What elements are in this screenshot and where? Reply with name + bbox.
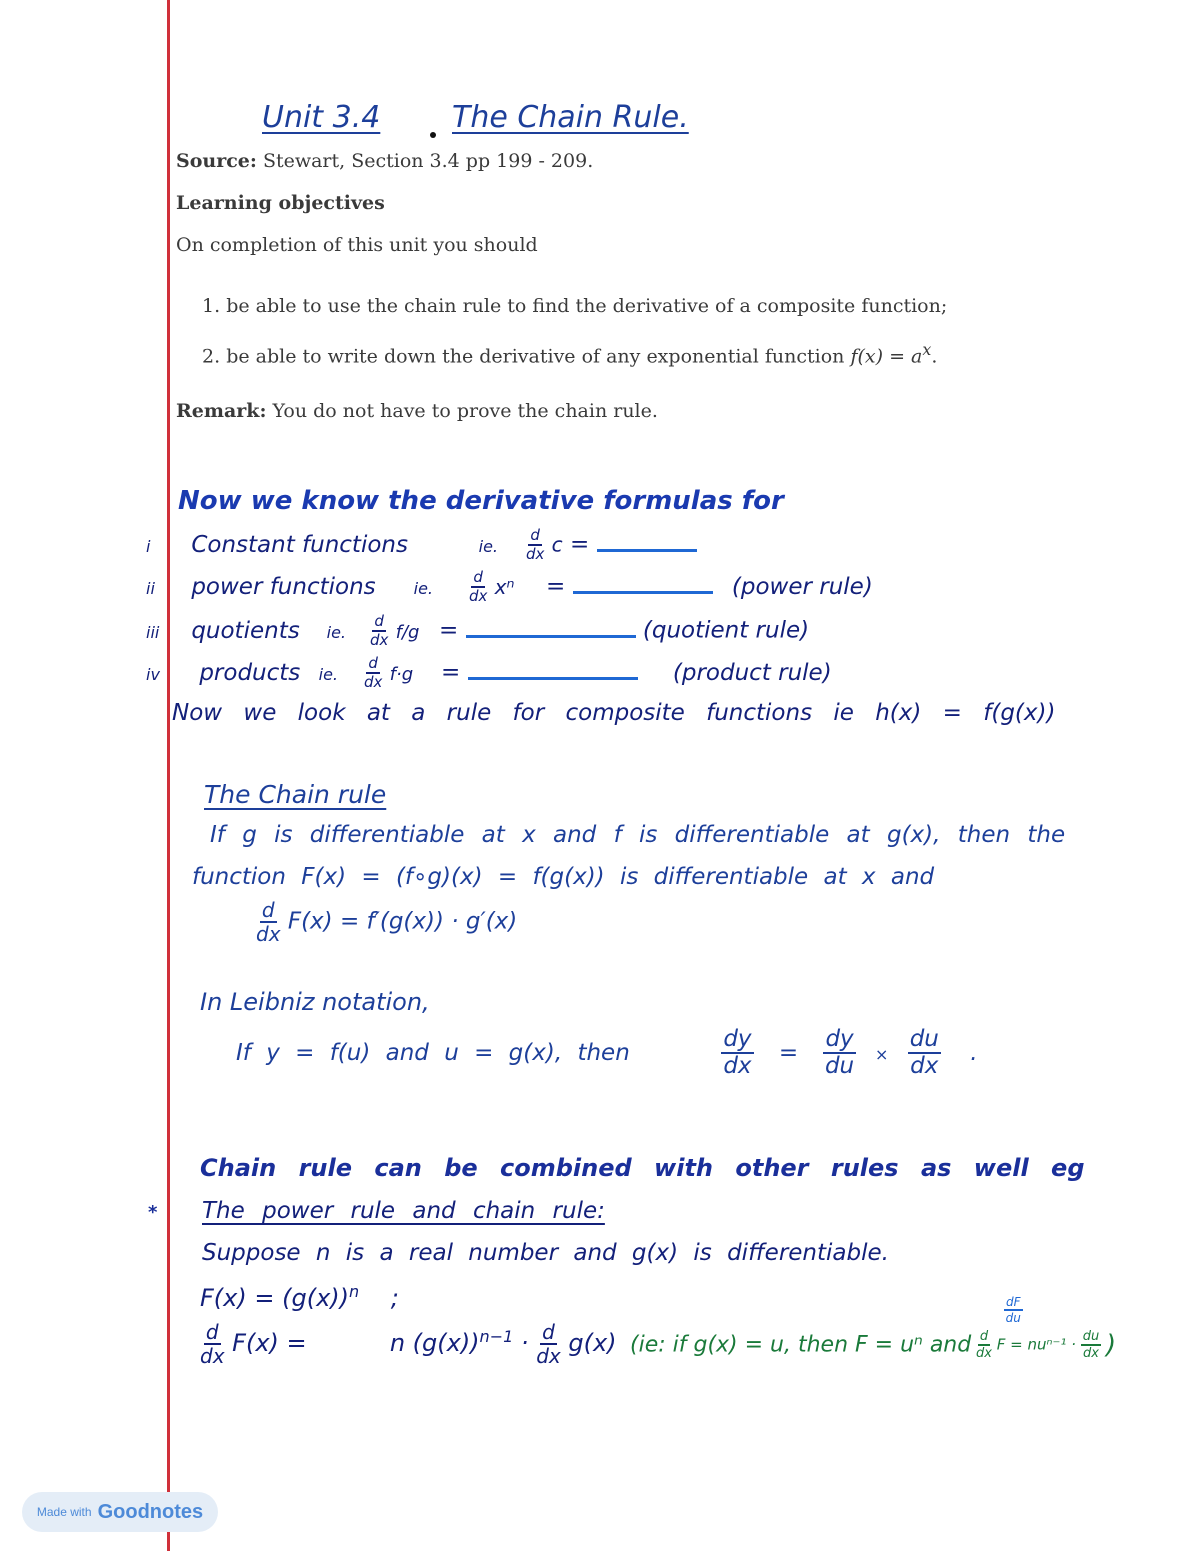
- margin-line: [167, 0, 170, 1551]
- source-label: Source:: [176, 150, 257, 172]
- quotient-rule-note: (quotient rule): [642, 617, 810, 644]
- remark-text: You do not have to prove the chain rule.: [272, 400, 658, 422]
- green-d-dx-fraction: $\frac{d}{dx}$: [976, 1329, 992, 1361]
- rule-marker: ii: [146, 578, 155, 598]
- unit-number: Unit 3.4: [262, 100, 381, 135]
- rule-marker: iii: [146, 622, 160, 642]
- derivative-fraction: $\frac{d}{dx}$: [468, 568, 488, 605]
- goodnotes-badge: [22, 1492, 218, 1532]
- badge-brand-text: Goodnotes: [97, 1500, 204, 1523]
- dy-du-fraction: $\frac{dy}{du}$: [824, 1026, 855, 1079]
- leibniz-formula: If y = f(u) and u = g(x), then $\frac{dy}{dx}$ = $\frac{dy}{du}$ × $\frac{du}{dx}$ .: [236, 1026, 978, 1079]
- remark-line: [176, 400, 658, 422]
- chain-rule-heading: The Chain rule: [204, 780, 387, 809]
- derivative-fraction: $\frac{d}{dx}$: [363, 654, 383, 691]
- derivative-fraction: $\frac{d}{dx}$: [369, 612, 389, 649]
- objective-item-2: 2. be able to write down the derivative of any exponential function $f(x) = a^x$.: [202, 340, 938, 368]
- derivative-fraction: $\frac{d}{dx}$: [536, 1320, 561, 1368]
- power-chain-derivative: $\frac{d}{dx}$ F(x) = n $(g(x))^{n-1}$ · $\frac{d}{dx}$ g(x): [200, 1320, 617, 1368]
- source-line: [176, 150, 593, 172]
- answer-blank-quotient[interactable]: [466, 635, 636, 638]
- exponential-formula: f(x) = a: [850, 345, 923, 368]
- answer-blank-power[interactable]: [573, 591, 713, 594]
- green-note: (ie: if g(x) = u, then F = uⁿ and $\frac{d}{dx}$ F = nuⁿ⁻¹ · $\frac{du}{dx}$ ): [630, 1329, 1117, 1361]
- green-du-dx-fraction: $\frac{du}{dx}$: [1082, 1329, 1100, 1361]
- product-rule-note: (product rule): [672, 659, 832, 686]
- chain-rule-line-2: function F(x) = (f∘g)(x) = f(g(x)) is differentiable at x and: [192, 864, 935, 890]
- rule-row-product: iv products ie. $\frac{d}{dx}$ f·g = (product rule): [146, 654, 832, 691]
- chain-rule-formula: [256, 900, 517, 944]
- answer-blank-constant[interactable]: [597, 549, 697, 552]
- suppose-line: Suppose n is a real number and g(x) is differentiable.: [202, 1240, 889, 1266]
- composite-intro: Now we look at a rule for composite functions ie h(x) = f(g(x)): [172, 700, 1056, 726]
- combined-intro: Chain rule can be combined with other rules as well eg: [200, 1154, 1085, 1182]
- power-rule-note: (power rule): [731, 573, 873, 600]
- unit-title: [262, 100, 380, 135]
- remark-label: Remark:: [176, 400, 267, 422]
- rule-row-quotient: iii quotients ie. $\frac{d}{dx}$ f/g = (quotient rule): [146, 612, 810, 649]
- star-marker: *: [148, 1202, 158, 1223]
- leibniz-heading: In Leibniz notation,: [200, 988, 430, 1016]
- df-du-annotation: $\frac{dF}{du}$: [1005, 1295, 1021, 1325]
- power-chain-heading: The power rule and chain rule:: [202, 1198, 605, 1224]
- derivative-fraction: $\frac{d}{dx}$: [256, 898, 281, 946]
- objectives-intro: On completion of this unit you should: [176, 234, 538, 256]
- notes-intro: Now we know the derivative formulas for: [178, 486, 784, 516]
- chain-rule-line-1: If g is differentiable at x and f is differentiable at g(x), then the: [210, 822, 1066, 848]
- objective-item-1: 1. be able to use the chain rule to find the derivative of a composite function;: [202, 295, 948, 317]
- chain-rule-title: [452, 100, 689, 135]
- objectives-heading: Learning objectives: [176, 192, 385, 214]
- derivative-fraction: $\frac{d}{dx}$: [525, 526, 545, 563]
- source-text: Stewart, Section 3.4 pp 199 - 209.: [262, 150, 594, 172]
- title-name: The Chain Rule.: [452, 100, 689, 135]
- badge-small-text: Made with: [36, 1505, 92, 1519]
- rule-marker: iv: [146, 664, 160, 684]
- rule-row-power: ii power functions ie. $\frac{d}{dx}$ xⁿ = (power rule): [146, 568, 873, 605]
- rule-row-constant: i Constant functions ie. $\frac{d}{dx}$ c =: [146, 528, 697, 562]
- chain-rule-formula-rest: F(x) = f′(g(x)) · g′(x): [287, 908, 518, 935]
- answer-blank-product[interactable]: [468, 677, 638, 680]
- dy-dx-fraction: $\frac{dy}{dx}$: [723, 1026, 752, 1079]
- f-definition: $F(x) = (g(x))^n$ ;: [200, 1282, 399, 1312]
- derivative-fraction: $\frac{d}{dx}$: [200, 1320, 225, 1368]
- du-dx-fraction: $\frac{du}{dx}$: [909, 1026, 939, 1079]
- title-dot: [430, 132, 436, 138]
- rule-marker: i: [146, 536, 151, 556]
